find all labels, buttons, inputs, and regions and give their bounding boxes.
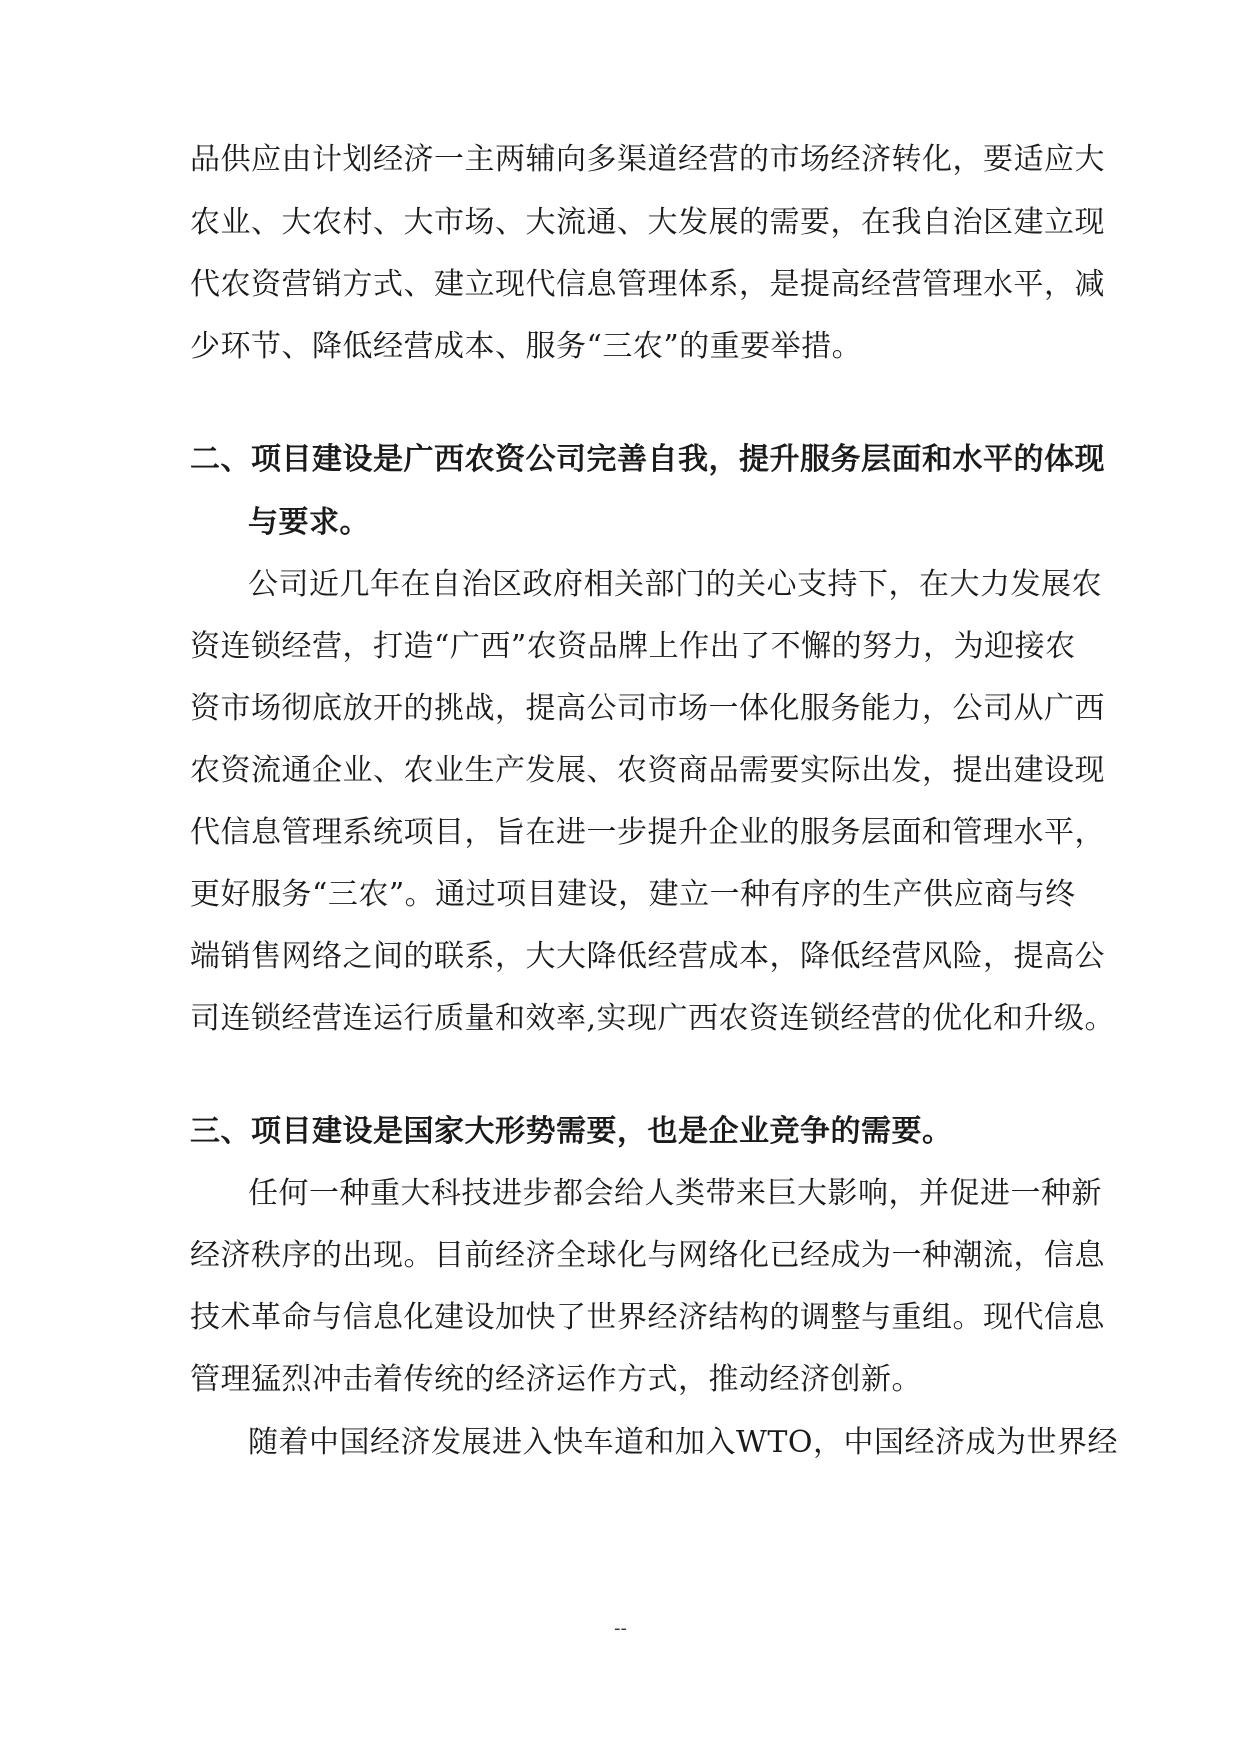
document-page <box>190 0 1118 1754</box>
paragraph-line: 资市场彻底放开的挑战，提高公司市场一体化服务能力，公司从广西 <box>190 691 1105 726</box>
paragraph-line: 技术革命与信息化建设加快了世界经济结构的调整与重组。现代信息 <box>190 1300 1105 1335</box>
paragraph-line: 司连锁经营连运行质量和效率,实现广西农资连锁经营的优化和升级。 <box>190 1001 1116 1036</box>
paragraph-line: 更好服务“三农”。通过项目建设，建立一种有序的生产供应商与终 <box>190 877 1076 912</box>
paragraph-line: 随着中国经济发展进入快车道和加入WTO，中国经济成为世界经 <box>248 1425 1118 1460</box>
paragraph-line: 农业、大农村、大市场、大流通、大发展的需要，在我自治区建立现 <box>190 205 1105 240</box>
paragraph-line: 代信息管理系统项目，旨在进一步提升企业的服务层面和管理水平， <box>190 815 1105 850</box>
paragraph-line: 资连锁经营，打造“广西”农资品牌上作出了不懈的努力，为迎接农 <box>190 629 1076 664</box>
page-footer-marker: -- <box>614 1618 627 1639</box>
section-heading: 三、项目建设是国家大形势需要，也是企业竞争的需要。 <box>190 1114 953 1149</box>
paragraph-line: 代农资营销方式、建立现代信息管理体系，是提高经营管理水平，减 <box>190 267 1105 302</box>
paragraph-line: 公司近几年在自治区政府相关部门的关心支持下，在大力发展农 <box>248 567 1102 602</box>
paragraph-line: 品供应由计划经济一主两辅向多渠道经营的市场经济转化，要适应大 <box>190 142 1105 177</box>
paragraph-line: 经济秩序的出现。目前经济全球化与网络化已经成为一种潮流，信息 <box>190 1238 1105 1273</box>
paragraph-line: 少环节、降低经营成本、服务“三农”的重要举措。 <box>190 329 863 364</box>
paragraph-line: 农资流通企业、农业生产发展、农资商品需要实际出发，提出建设现 <box>190 753 1105 788</box>
paragraph-line: 管理猛烈冲击着传统的经济运作方式，推动经济创新。 <box>190 1362 922 1397</box>
paragraph-line: 端销售网络之间的联系，大大降低经营成本，降低经营风险，提高公 <box>190 939 1105 974</box>
section-heading: 二、项目建设是广西农资公司完善自我，提升服务层面和水平的体现 <box>190 442 1105 477</box>
paragraph-line: 任何一种重大科技进步都会给人类带来巨大影响，并促进一种新 <box>248 1176 1102 1211</box>
section-heading: 与要求。 <box>248 505 370 540</box>
